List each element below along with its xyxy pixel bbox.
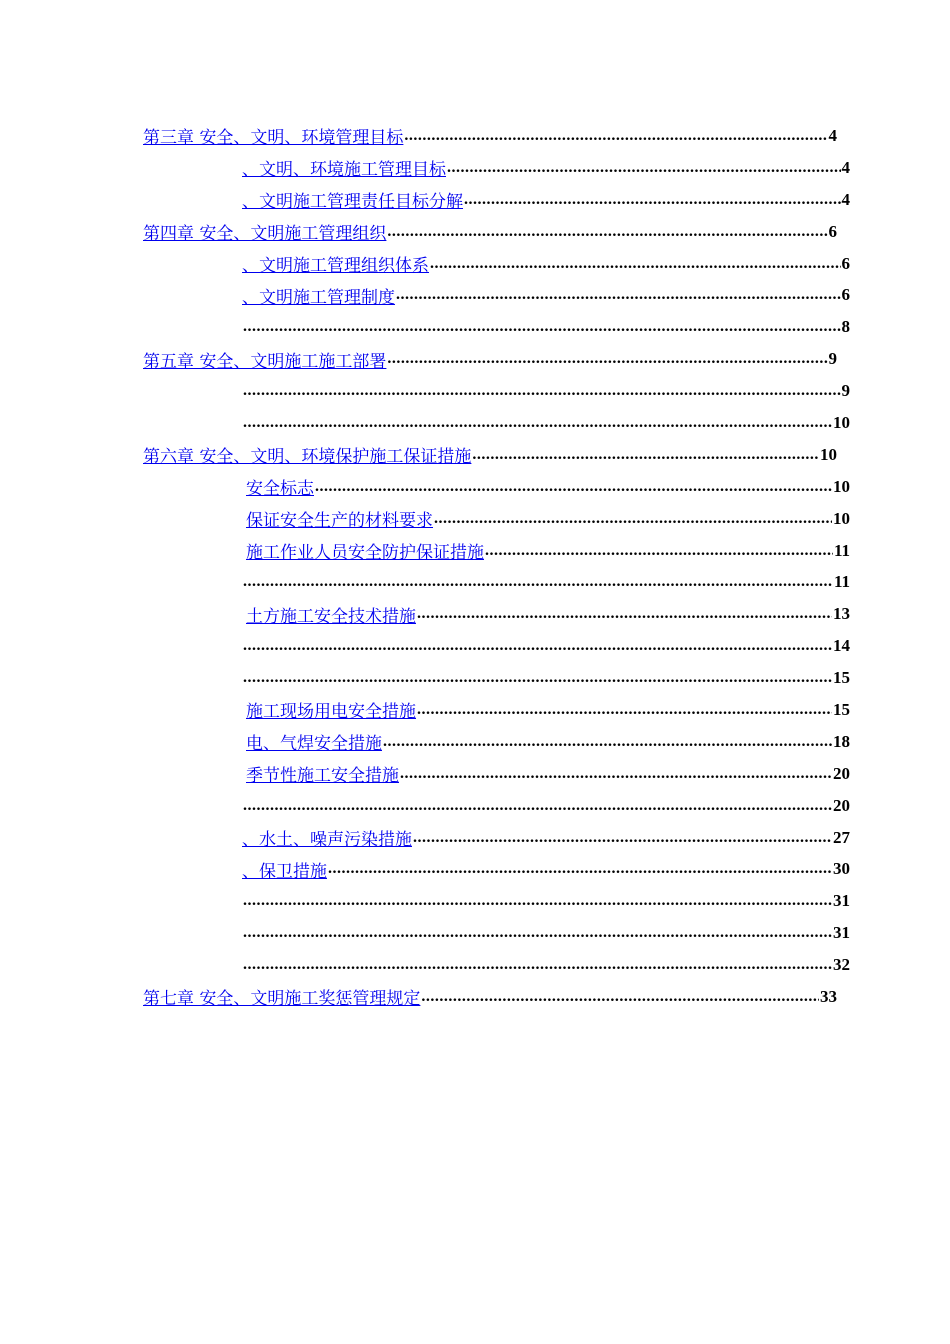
dot-leader	[387, 223, 827, 241]
toc-section-row[interactable]	[0, 471, 850, 503]
toc-section-row[interactable]	[0, 853, 850, 885]
toc-page-number: 10	[833, 508, 850, 528]
toc-section-row[interactable]	[0, 279, 850, 311]
toc-entry-link[interactable]: 、保卫措施	[242, 861, 327, 882]
toc-entry-link[interactable]: 第五章 安全、文明施工施工部署	[143, 351, 387, 372]
toc-entry-link[interactable]: 第七章 安全、文明施工奖惩管理规定	[143, 989, 421, 1010]
dot-leader	[243, 414, 832, 432]
dot-leader	[413, 829, 832, 847]
dot-leader	[243, 382, 841, 400]
toc-section-row[interactable]	[0, 503, 850, 535]
toc-section-row[interactable]	[0, 566, 850, 598]
toc-chapter-row[interactable]	[0, 120, 837, 152]
toc-section-row[interactable]	[0, 407, 850, 439]
toc-entry-link[interactable]: 第三章 安全、文明、环境管理目标	[143, 128, 404, 149]
dot-leader	[434, 510, 832, 528]
dot-leader	[243, 956, 832, 974]
dot-leader	[243, 797, 832, 815]
dot-leader	[383, 733, 832, 751]
toc-page-number: 6	[841, 285, 850, 305]
toc-page-number: 20	[833, 763, 850, 783]
dot-leader	[243, 892, 832, 910]
toc-page-number: 6	[828, 221, 837, 241]
toc-section-row[interactable]	[0, 311, 850, 343]
toc-section-row[interactable]	[0, 694, 850, 726]
dot-leader	[243, 924, 832, 942]
toc-page-number: 10	[833, 412, 850, 432]
toc-page-number: 31	[833, 923, 850, 943]
toc-page-number: 33	[820, 986, 837, 1006]
dot-leader	[417, 701, 832, 719]
toc-page-number: 11	[833, 572, 850, 592]
toc-page-number: 6	[841, 253, 850, 273]
toc-page-number: 20	[833, 795, 850, 815]
toc-page-number: 31	[833, 891, 850, 911]
toc-page-number: 18	[833, 731, 850, 751]
toc-entry-link[interactable]: 土方施工安全技术措施	[246, 606, 416, 627]
toc-page-number: 13	[833, 604, 850, 624]
toc-page-number: 8	[841, 317, 850, 337]
toc-page-number: 15	[833, 699, 850, 719]
toc-page-number: 14	[833, 636, 850, 656]
dot-leader	[400, 765, 832, 783]
toc-page-number: 9	[841, 381, 850, 401]
toc-section-row[interactable]	[0, 758, 850, 790]
toc-section-row[interactable]	[0, 248, 850, 280]
toc-section-row[interactable]	[0, 598, 850, 630]
toc-chapter-row[interactable]	[0, 981, 837, 1013]
toc-entry-link[interactable]: 、文明、环境施工管理目标	[242, 160, 446, 181]
dot-leader	[243, 318, 841, 336]
dot-leader	[464, 191, 841, 209]
toc-entry-link[interactable]: 、水土、噪声污染措施	[242, 830, 412, 851]
dot-leader	[472, 446, 819, 464]
toc-page-number: 4	[841, 157, 850, 177]
toc-section-row[interactable]	[0, 662, 850, 694]
toc-entry-link[interactable]: 安全标志	[246, 479, 314, 500]
toc-entry-link[interactable]: 施工作业人员安全防护保证措施	[246, 543, 484, 564]
toc-entry-link[interactable]: 施工现场用电安全措施	[246, 702, 416, 723]
toc-section-row[interactable]	[0, 949, 850, 981]
toc-page-number: 10	[833, 476, 850, 496]
dot-leader	[485, 542, 833, 560]
toc-page-number: 32	[833, 955, 850, 975]
dot-leader	[396, 286, 841, 304]
toc-section-row[interactable]	[0, 822, 850, 854]
dot-leader	[243, 637, 832, 655]
dot-leader	[243, 573, 833, 591]
toc-section-row[interactable]	[0, 885, 850, 917]
dot-leader	[315, 478, 832, 496]
dot-leader	[430, 255, 841, 273]
dot-leader	[421, 988, 819, 1006]
toc-page-number: 30	[833, 859, 850, 879]
toc-page-number: 4	[841, 189, 850, 209]
toc-entry-link[interactable]: 电、气焊安全措施	[246, 734, 382, 755]
toc-entry-link[interactable]: 保证安全生产的材料要求	[246, 511, 433, 532]
toc-page-number: 27	[833, 827, 850, 847]
toc-entry-link[interactable]: 、文明施工管理责任目标分解	[242, 192, 463, 213]
dot-leader	[417, 605, 832, 623]
table-of-contents	[0, 120, 950, 1013]
toc-entry-link[interactable]: 第四章 安全、文明施工管理组织	[143, 224, 387, 245]
toc-section-row[interactable]	[0, 184, 850, 216]
toc-section-row[interactable]	[0, 152, 850, 184]
toc-page-number: 10	[820, 444, 837, 464]
toc-section-row[interactable]	[0, 535, 850, 567]
dot-leader	[404, 127, 827, 145]
toc-section-row[interactable]	[0, 726, 850, 758]
dot-leader	[328, 860, 832, 878]
toc-chapter-row[interactable]	[0, 343, 837, 375]
toc-page-number: 4	[828, 125, 837, 145]
toc-entry-link[interactable]: 季节性施工安全措施	[246, 766, 399, 787]
toc-section-row[interactable]	[0, 917, 850, 949]
toc-page-number: 11	[833, 540, 850, 560]
toc-entry-link[interactable]: 、文明施工管理组织体系	[242, 256, 429, 276]
toc-section-row[interactable]	[0, 790, 850, 822]
dot-leader	[387, 350, 827, 368]
toc-section-row[interactable]	[0, 375, 850, 407]
toc-page-number: 9	[828, 349, 837, 369]
dot-leader	[243, 669, 832, 687]
toc-entry-link[interactable]: 、文明施工管理制度	[242, 287, 395, 308]
toc-section-row[interactable]	[0, 630, 850, 662]
toc-entry-link[interactable]: 第六章 安全、文明、环境保护施工保证措施	[143, 447, 472, 468]
toc-chapter-row[interactable]	[0, 439, 837, 471]
dot-leader	[447, 159, 841, 177]
toc-chapter-row[interactable]	[0, 216, 837, 248]
toc-page-number: 15	[833, 668, 850, 688]
